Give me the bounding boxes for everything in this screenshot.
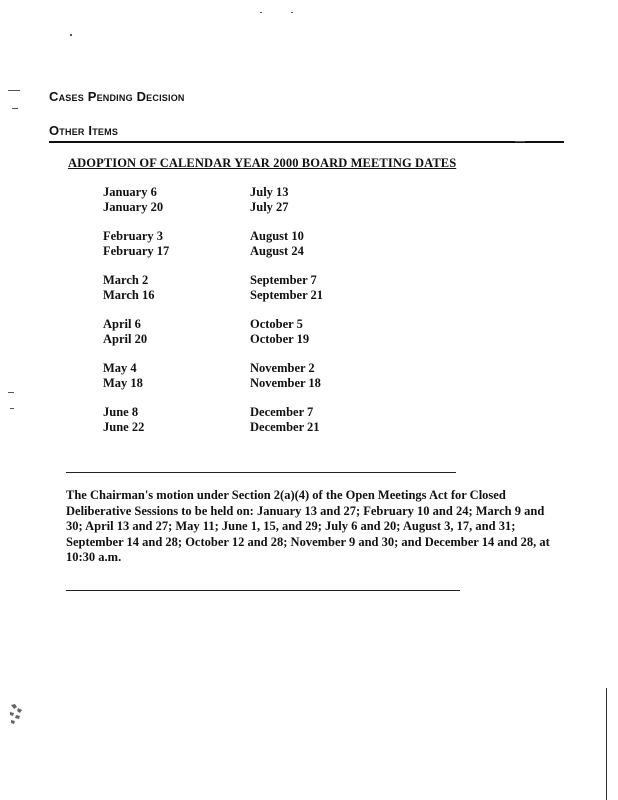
meeting-date: June 8 (103, 405, 139, 419)
scan-smudge-icon (8, 702, 24, 726)
meeting-date: August 10 (250, 229, 304, 243)
month-group-left (103, 361, 233, 391)
meeting-date: April 20 (103, 332, 148, 346)
scan-speck (291, 12, 293, 13)
meeting-date: December 21 (250, 420, 320, 434)
scan-speck (12, 108, 18, 109)
dates-column-left (103, 185, 233, 449)
scan-edge-line (606, 688, 607, 800)
scan-speck (8, 392, 14, 393)
heading-divider (49, 141, 564, 143)
month-group-left (103, 273, 233, 303)
scan-speck (10, 408, 14, 409)
meeting-date: March 2 (103, 273, 149, 287)
meeting-date: February 3 (103, 229, 164, 243)
meeting-date: July 27 (250, 200, 289, 214)
meeting-date: September 7 (250, 273, 317, 287)
month-group-left (103, 317, 233, 347)
meeting-date: December 7 (250, 405, 314, 419)
heading-other-items: Other Items (49, 123, 119, 138)
section-divider (66, 472, 456, 473)
month-group-right (250, 229, 390, 259)
month-group-right (250, 185, 390, 215)
meeting-date: October 19 (250, 332, 310, 346)
meeting-date: May 18 (103, 376, 143, 390)
scan-speck (8, 90, 20, 91)
meeting-date: July 13 (250, 185, 289, 199)
meeting-date: January 20 (103, 200, 164, 214)
meeting-date: August 24 (250, 244, 304, 258)
meeting-date: November 2 (250, 361, 315, 375)
month-group-right (250, 317, 390, 347)
heading-cases-pending-decision: Cases Pending Decision (49, 89, 185, 104)
scan-speck (515, 141, 525, 142)
meeting-date: March 16 (103, 288, 155, 302)
meeting-date: May 4 (103, 361, 137, 375)
scan-speck (70, 34, 72, 36)
month-group-right (250, 273, 390, 303)
meeting-date: November 18 (250, 376, 321, 390)
month-group-right (250, 361, 390, 391)
meeting-date: October 5 (250, 317, 303, 331)
closed-session-motion: The Chairman's motion under Section 2(a)(4) of the Open Meetings Act for Closed Deliberative Sessions to be held on: January 13 and 27; February 10 and 24; March 9 and 30; April 13 and 27; May 11; June 1, 15, and 29; July 6 and 20; August 3, 17, and 31; September 14 and 28; October 12 and 28; November 9 and 30; and December 14 and 28, at 10:30 a.m. (66, 488, 550, 564)
meeting-date: February 17 (103, 244, 170, 258)
bottom-divider (66, 590, 460, 591)
meeting-date: September 21 (250, 288, 324, 302)
month-group-left (103, 185, 233, 215)
meeting-date: June 22 (103, 420, 145, 434)
scan-speck (260, 12, 262, 13)
month-group-left (103, 229, 233, 259)
meeting-date: April 6 (103, 317, 141, 331)
meeting-date: January 6 (103, 185, 157, 199)
calendar-title: ADOPTION OF CALENDAR YEAR 2000 BOARD MEETING DATES (68, 156, 457, 170)
dates-column-right (250, 185, 390, 449)
month-group-right (250, 405, 390, 435)
month-group-left (103, 405, 233, 435)
